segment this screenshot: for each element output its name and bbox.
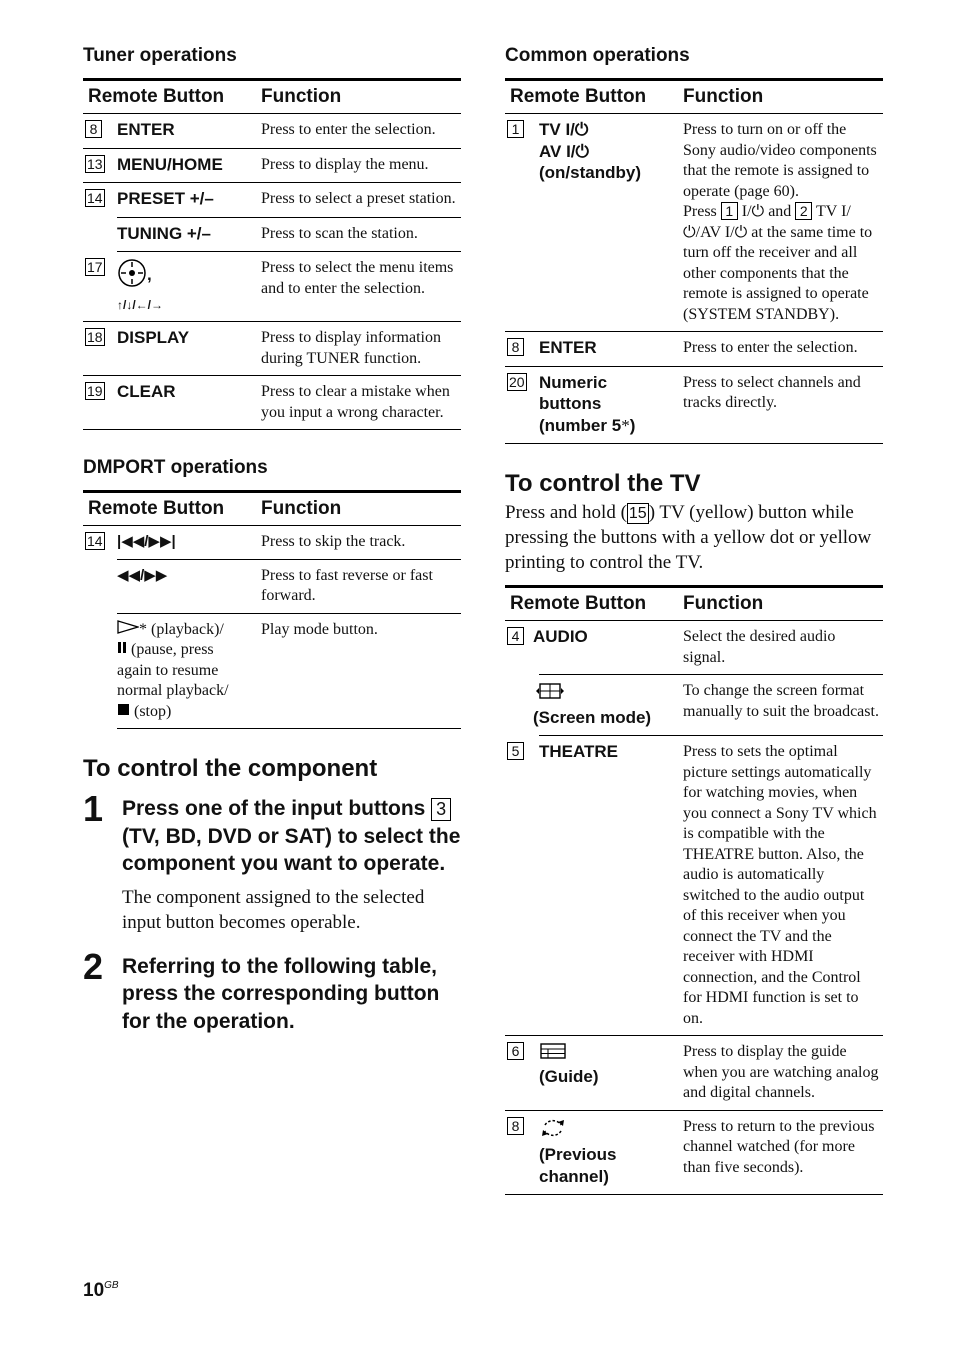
enter-joystick-icon — [117, 258, 147, 295]
button-label: CLEAR — [117, 382, 176, 401]
control-tv-heading: To control the TV — [505, 470, 701, 497]
button-number: 13 — [87, 155, 103, 172]
function-text: Press to display the guide when you are watching analog and digital channels. — [675, 1036, 883, 1111]
header-function: Function — [253, 492, 461, 526]
function-text: Press to select channels and tracks directly. — [675, 366, 883, 444]
table-row — [83, 148, 461, 183]
button-number: 20 — [509, 373, 525, 390]
table-row — [505, 366, 883, 444]
table-row — [505, 675, 883, 736]
button-label: ENTER — [539, 338, 597, 357]
header-function: Function — [253, 80, 461, 114]
button-number: 5 — [507, 742, 524, 760]
function-text: Press to enter the selection. — [253, 114, 461, 149]
right-column — [505, 44, 883, 1195]
table-row — [83, 252, 461, 322]
table-row — [83, 526, 461, 560]
table-row — [505, 621, 883, 675]
tv-operations-table — [505, 585, 883, 1195]
button-label: (Guide) — [539, 1066, 599, 1086]
button-label: (Previous channel) — [539, 1145, 617, 1186]
button-number: 17 — [87, 258, 103, 275]
play-label: * (playback)/ — [139, 620, 224, 638]
function-text: Press to turn on or off the Sony audio/video components that the remote is assigned to operate (page 60). Press 1 I/⏻ and 2 TV I/⏻/AV I/⏻ at the same time to turn off the receiver and all other components that the remote is assigned to operate (SYSTEM STANDBY). — [675, 114, 883, 332]
button-number: 8 — [507, 338, 524, 356]
dmport-operations-title: DMPORT operations — [83, 457, 268, 478]
step-1 — [83, 788, 461, 935]
button-number: 4 — [507, 627, 524, 645]
table-row — [83, 613, 461, 729]
step-text: Referring to the following table, press the corresponding button for the operation. — [122, 954, 440, 1033]
button-number: 8 — [507, 1117, 524, 1135]
button-label: DISPLAY — [117, 328, 190, 347]
table-row — [83, 114, 461, 149]
step-number: 2 — [83, 945, 104, 987]
screen-mode-icon — [535, 681, 565, 708]
button-number: 14 — [87, 533, 103, 549]
button-suffix: , — [147, 264, 152, 284]
button-label: ENTER — [117, 120, 175, 139]
left-column — [83, 44, 461, 1035]
play-icon — [117, 620, 139, 641]
button-label: AUDIO — [533, 627, 588, 646]
button-number: 6 — [507, 1042, 524, 1060]
stop-label: (stop) — [134, 702, 172, 720]
function-text: Press to fast reverse or fast forward. — [253, 559, 461, 613]
table-row — [83, 559, 461, 613]
step-number: 1 — [83, 788, 104, 830]
input-button-number: 3 — [431, 798, 451, 821]
header-remote-button: Remote Button — [505, 80, 675, 114]
button-number: 1 — [507, 120, 524, 138]
tuner-operations-title: Tuner operations — [83, 45, 237, 66]
table-row — [505, 114, 883, 332]
function-text: Select the desired audio signal. — [675, 621, 883, 675]
header-function: Function — [675, 587, 883, 621]
pause-label: (pause, press again to resume normal playback/ — [117, 641, 229, 700]
av-power-label: AV I/⏻ — [539, 141, 589, 161]
table-row — [83, 183, 461, 218]
control-tv-paragraph: Press and hold ( 15 ) TV (yellow) button while pressing the buttons with a yellow dot or yellow printing to control the TV. — [505, 502, 872, 573]
common-operations-table — [505, 78, 883, 444]
button-label: THEATRE — [539, 742, 619, 761]
function-text: To change the screen format manually to suit the broadcast. — [675, 675, 883, 736]
button-label: TUNING +/– — [117, 223, 211, 243]
skip-button-label: |◀◀/▶▶| — [117, 533, 176, 550]
function-text: Press to select the menu items and to enter the selection. — [253, 252, 461, 322]
arrow-buttons-label: ↑/↓/←/→ — [117, 297, 164, 312]
tv-power-label: TV I/⏻ — [539, 120, 589, 139]
button-label: MENU/HOME — [117, 154, 223, 174]
button-number: 19 — [87, 383, 103, 399]
button-number: 18 — [87, 329, 103, 345]
header-remote-button: Remote Button — [505, 587, 675, 621]
common-operations-title: Common operations — [505, 45, 690, 66]
control-component-heading: To control the component — [83, 755, 378, 783]
previous-channel-icon — [539, 1117, 567, 1146]
function-text: Press to skip the track. — [253, 526, 461, 560]
table-row — [505, 736, 883, 1036]
function-text: Press to scan the station. — [253, 217, 461, 252]
function-text: Press to display the menu. — [253, 148, 461, 183]
function-text: Press to display information during TUNER function. — [253, 322, 461, 376]
tuner-operations-table — [83, 78, 461, 430]
header-remote-button: Remote Button — [83, 492, 253, 526]
function-text: Press to enter the selection. — [675, 332, 883, 367]
step-2 — [83, 945, 461, 1036]
function-text: Press to clear a mistake when you input a wrong character. — [253, 376, 461, 430]
header-remote-button: Remote Button — [83, 80, 253, 114]
header-function: Function — [675, 80, 883, 114]
button-label: PRESET +/– — [117, 189, 214, 208]
pause-icon — [117, 640, 127, 661]
tv-button-number: 15 — [628, 505, 647, 522]
page-number: $10^{GB}$ — [83, 1280, 119, 1301]
table-row — [505, 332, 883, 367]
dmport-operations-table — [83, 490, 461, 729]
table-row — [83, 217, 461, 252]
guide-icon — [539, 1042, 567, 1067]
function-text: Press to return to the previous channel watched (for more than five seconds). — [675, 1110, 883, 1195]
button-number: 8 — [85, 120, 102, 138]
stop-icon — [117, 702, 130, 723]
step-text: Press one of the input buttons 3 (TV, BD, DVD or SAT) to select the component you want to operate. — [122, 797, 461, 876]
table-row — [505, 1036, 883, 1111]
table-row — [83, 376, 461, 430]
table-row — [83, 322, 461, 376]
button-number: 14 — [87, 190, 103, 206]
step-description: The component assigned to the selected input button becomes operable. — [122, 886, 425, 933]
function-text: Play mode button. — [253, 613, 461, 729]
on-standby-label: (on/standby) — [539, 163, 641, 182]
button-label: (Screen mode) — [533, 707, 652, 727]
scan-button-label: ◀◀/▶▶ — [117, 566, 168, 584]
function-text: Press to sets the optimal picture settings automatically for watching movies, when you connect a Sony TV which is compatible with the THEATRE button. Also, the audio is automatically switched to the audio output of this receiver when you connect the TV and the receiver with HDMI connection, and the Control for HDMI function is set to on. — [675, 736, 883, 1036]
table-row — [505, 1110, 883, 1195]
button-label: Numeric buttons (number 5*) — [539, 372, 636, 435]
function-text: Press to select a preset station. — [253, 183, 461, 218]
